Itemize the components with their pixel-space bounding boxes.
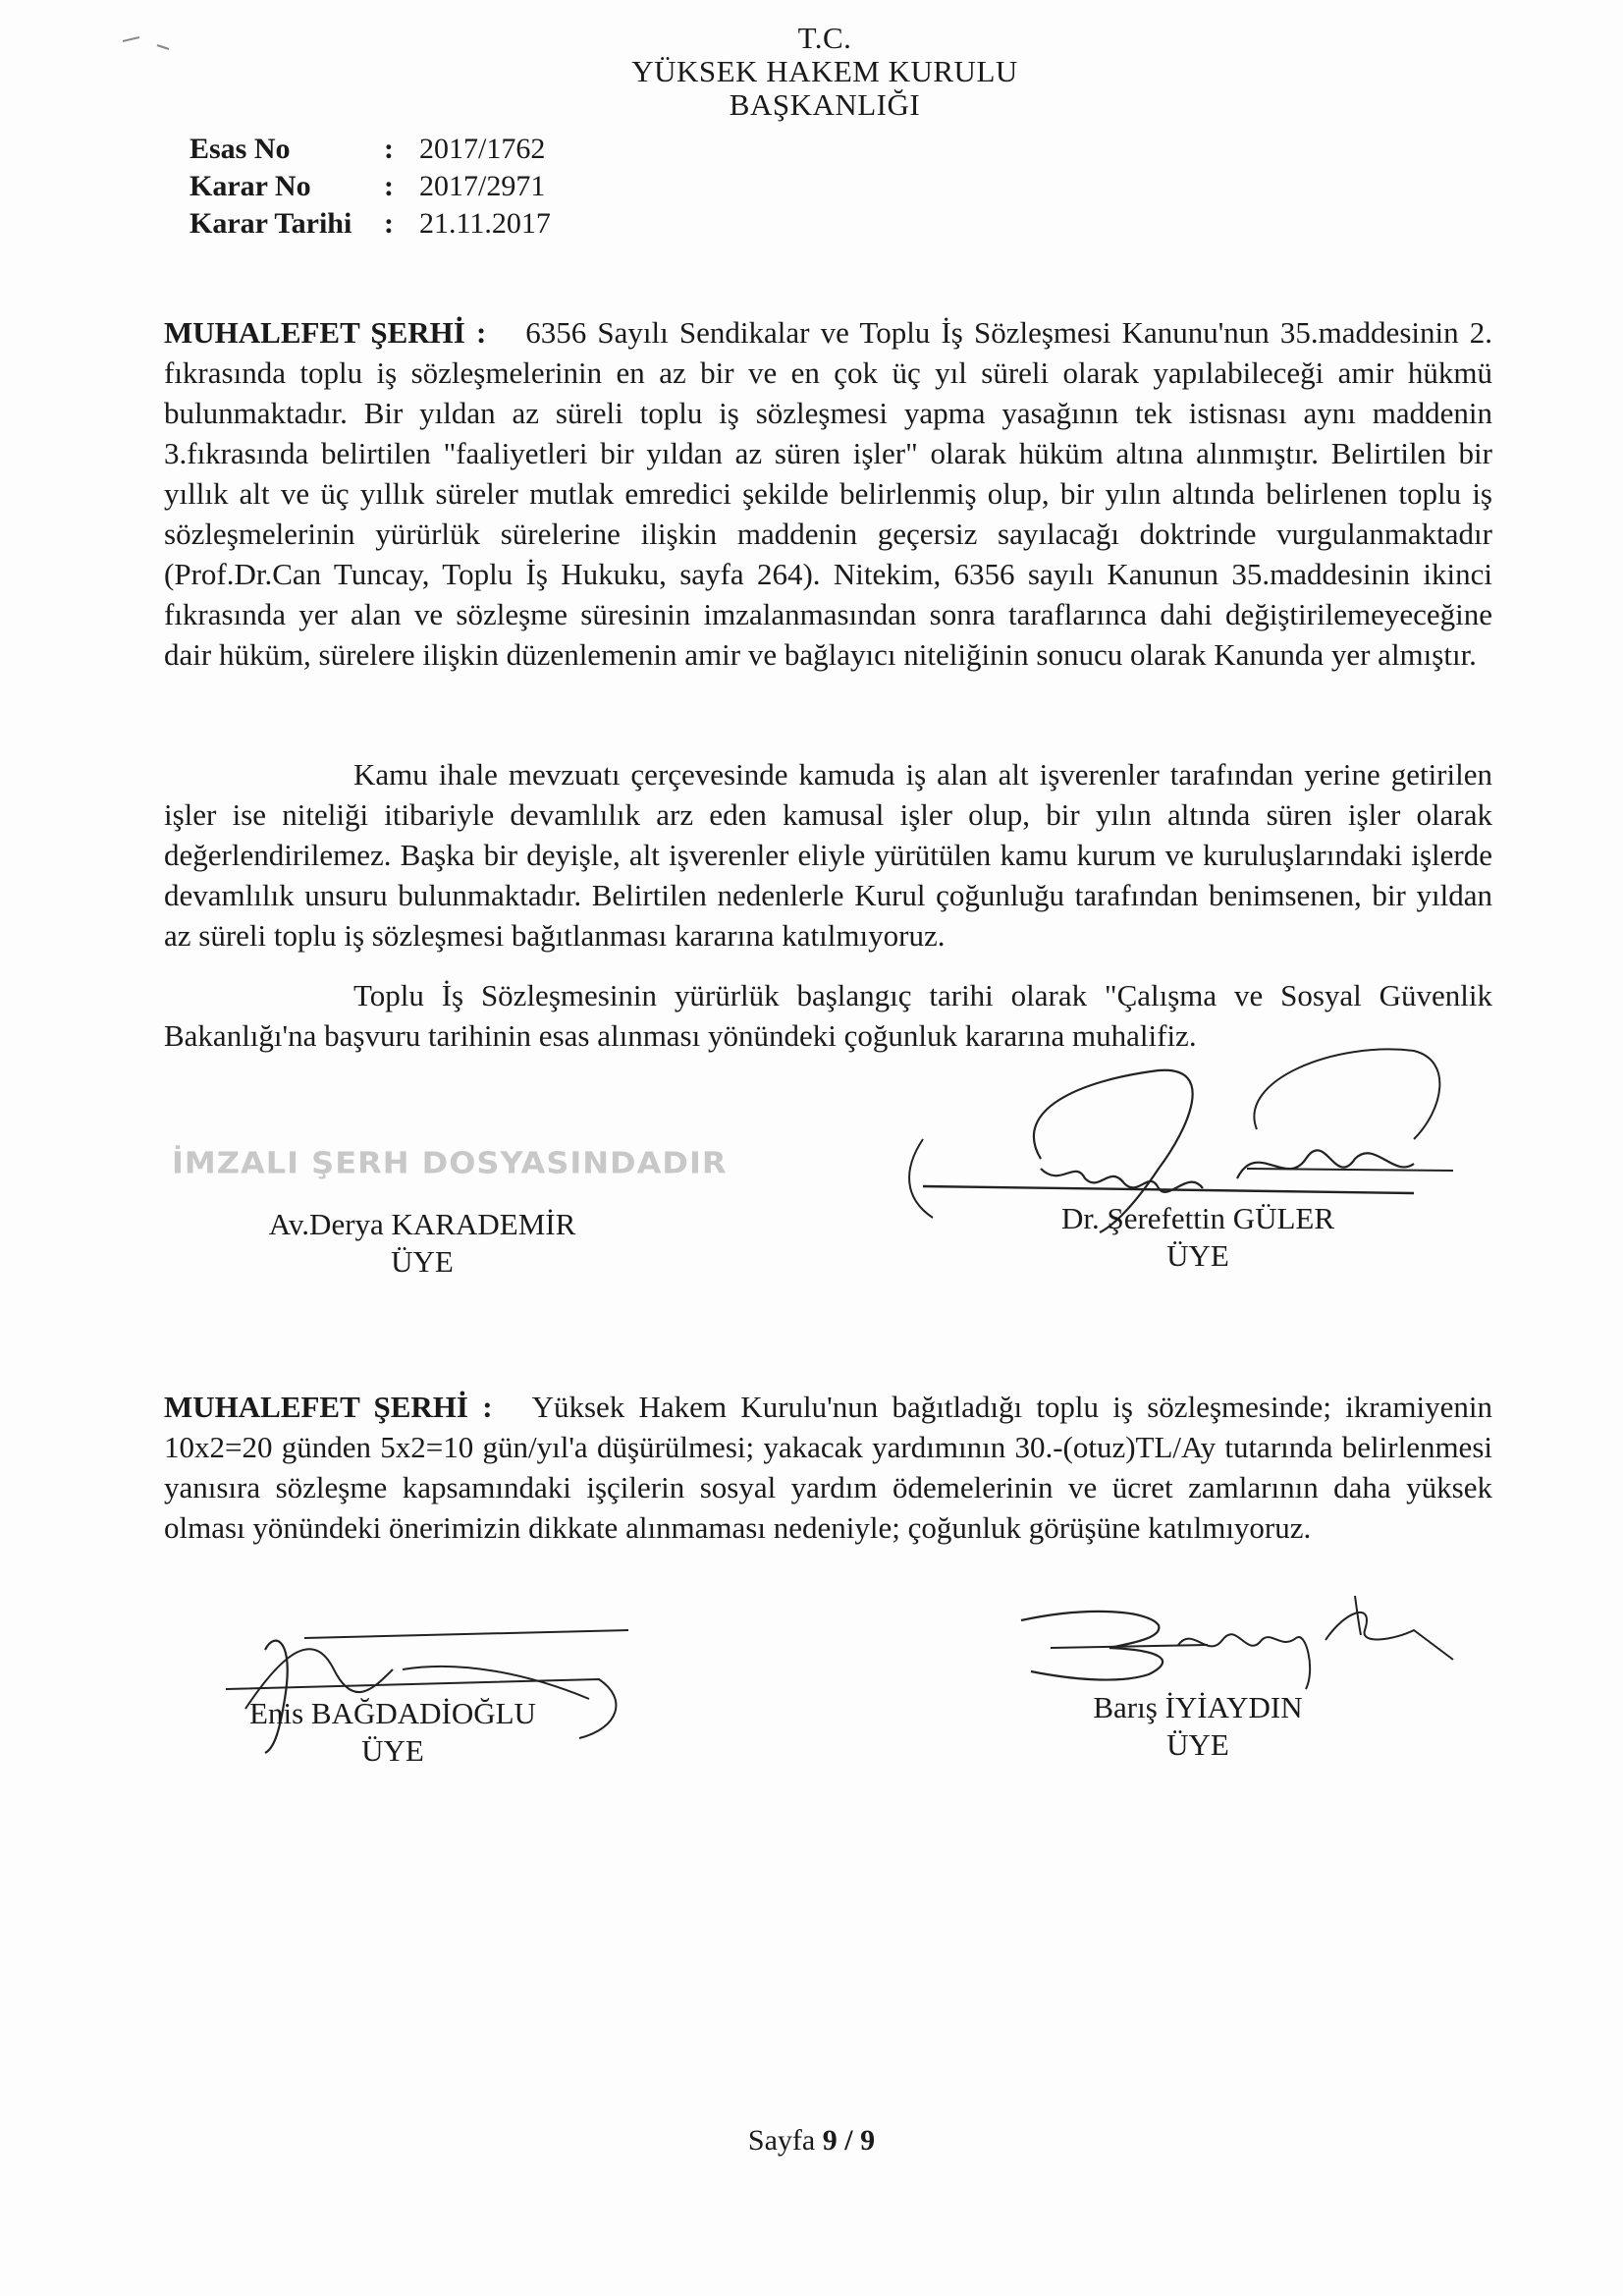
- signer-role: ÜYE: [1166, 1727, 1229, 1762]
- page-number: 9 / 9: [822, 2124, 876, 2157]
- header-line-1: T.C.: [797, 21, 852, 55]
- signature-block-enis: [196, 1695, 589, 1770]
- section-title: MUHALEFET ŞERHİ :: [164, 315, 487, 350]
- signer-name: Enis BAĞDADİOĞLU: [249, 1696, 536, 1730]
- section-title: MUHALEFET ŞERHİ :: [164, 1390, 493, 1424]
- signer-name: Av.Derya KARADEMİR: [268, 1207, 576, 1241]
- paragraph-text: Yüksek Hakem Kurulu'nun bağıtladığı toplu iş sözleşmesinde; ikramiyenin 10x2=20 günden 5x2=10 gün/yıl'a düşürülmesi; yakacak yardımının 30.-(otuz)TL/Ay tutarında belirlenmesi yanısıra sözleşme kapsamındaki işçilerin sosyal yardım ödemelerinin ve ücret zamlarının daha yüksek olması yönündeki önerimizin dikkate alınmaması nedeniyle; çoğunluk görüşüne katılmıyoruz.: [164, 1390, 1492, 1545]
- meta-value: 2017/1762: [419, 133, 546, 165]
- signer-role: ÜYE: [391, 1244, 454, 1279]
- meta-value: 21.11.2017: [419, 207, 551, 240]
- dissent-1-paragraph-1: [164, 312, 1492, 675]
- signer-name: Barış İYİAYDIN: [1093, 1690, 1303, 1724]
- dissent-1-paragraph-2: Kamu ihale mevzuatı çerçevesinde kamuda iş alan alt işverenler tarafından yerine getirilen işler ise niteliği itibariyle devamlılık arz eden kamusal işler olup, bir yılın altında süren işler olarak değerlendirilemez. Başka bir deyişle, alt işverenler eliyle yürütülen kamu kurum ve kuruluşlarındaki işlerde devamlılık unsuru bulunmaktadır. Belirtilen nedenlerle Kurul çoğunluğu tarafından benimsenen, bir yıldan az süreli toplu iş sözleşmesi bağıtlanması kararına katılmıyoruz.: [164, 757, 1492, 953]
- signer-role: ÜYE: [361, 1733, 424, 1768]
- meta-row-tarih: [189, 205, 551, 243]
- meta-row-esas: [189, 131, 551, 168]
- meta-colon: :: [384, 170, 394, 202]
- signature-baris-icon: [1011, 1591, 1483, 1699]
- stamp: İMZALI ŞERH DOSYASINDADIR: [172, 1144, 728, 1181]
- meta-colon: :: [384, 133, 394, 165]
- meta-row-karar: [189, 168, 551, 205]
- header-line-2: YÜKSEK HAKEM KURULU: [631, 54, 1018, 88]
- dissent-1-paragraph-3: Toplu İş Sözleşmesinin yürürlük başlangıç tarihi olarak "Çalışma ve Sosyal Güvenlik Bakanlığı'na başvuru tarihinin esas alınması yönündeki çoğunluk kararına muhalifiz.: [164, 978, 1492, 1053]
- signer-name: Dr. Şerefettin GÜLER: [1060, 1201, 1335, 1235]
- paragraph-text: 6356 Sayılı Sendikalar ve Toplu İş Sözleşmesi Kanunu'nun 35.maddesinin 2. fıkrasında toplu iş sözleşmelerinin en az bir ve en çok üç yıl süreli olarak yapılabileceği amir hükmü bulunmaktadır. Bir yıldan az süreli toplu iş sözleşmesi yapma yasağının tek istisnası aynı maddenin 3.fıkrasında belirtilen "faaliyetleri bir yıldan az süren işler" olarak hüküm altına alınmıştır. Belirtilen bir yıllık alt ve üç yıllık süreler mutlak emredici şekilde belirlenmiş olup, bir yılın altında belirlenen toplu iş sözleşmelerinin yürürlük sürelerine ilişkin maddenin geçersiz sayılacağı doktrinde vurgulanmaktadır (Prof.Dr.Can Tuncay, Toplu İş Hukuku, sayfa 264). Nitekim, 6356 sayılı Kanunun 35.maddesinin ikinci fıkrasında yer alan ve sözleşme süresinin imzalanmasından sonra taraflarınca dahi değiştirilemeyeceğine dair hüküm, sürelere ilişkin düzenlemenin amir ve bağlayıcı niteliğinin sonucu olarak Kanunda yer almıştır.: [164, 315, 1492, 672]
- meta-value: 2017/2971: [419, 170, 546, 202]
- signer-role: ÜYE: [1166, 1238, 1229, 1273]
- page-footer: [0, 2124, 1623, 2158]
- meta-label: Esas No: [189, 133, 291, 165]
- page-label: Sayfa: [747, 2124, 816, 2157]
- case-metadata: [189, 131, 551, 243]
- signature-block-derya: [245, 1206, 599, 1281]
- document-header: [530, 22, 1119, 122]
- header-line-3: BAŞKANLIĞI: [729, 87, 921, 122]
- signature-block-baris: [1036, 1689, 1360, 1764]
- meta-colon: :: [384, 207, 394, 240]
- scan-mark-icon: [118, 29, 206, 59]
- meta-label: Karar Tarihi: [189, 207, 352, 240]
- meta-label: Karar No: [189, 170, 311, 202]
- signature-block-seref: [1036, 1200, 1360, 1275]
- dissent-2-paragraph-1: [164, 1387, 1492, 1548]
